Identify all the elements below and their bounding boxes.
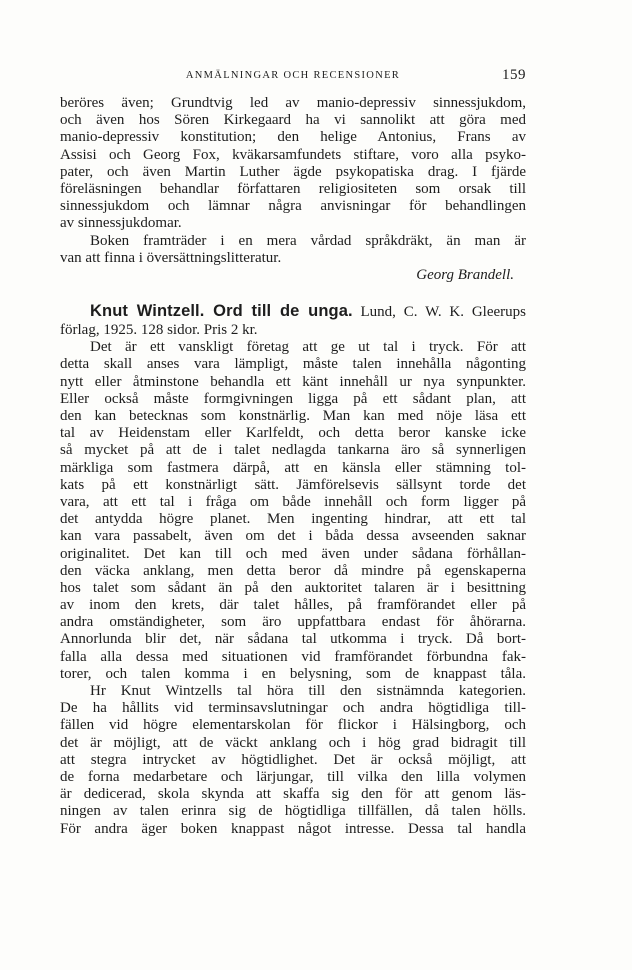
publication-details: förlag, 1925. 128 sidor. Pris 2 kr.: [60, 322, 258, 339]
text-line: sinnessjukdom och lämnar några anvisningar för behandlingen: [60, 198, 526, 215]
text-line: kan vara passabelt, även om det i båda dessa avseenden saknar: [60, 528, 526, 545]
text-line: och även hos Sören Kirkegaard ha vi sannolikt att göra med: [60, 112, 526, 129]
review-2-paragraph-1: [60, 339, 526, 683]
page-number: 159: [502, 67, 526, 83]
review-1-closing-paragraph: [60, 233, 526, 267]
text-line: originalitet. Det kan till och med även under sådana förhållan-: [60, 545, 526, 562]
text-line: vara, att ett tal i fråga om både innehåll och form ligger på: [60, 493, 526, 510]
text-line: Hr Knut Wintzells tal höra till den sistnämnda kategorien.: [90, 683, 526, 699]
running-title: ANMÄLNINGAR OCH RECENSIONER: [185, 70, 401, 81]
text-line: van att finna i översättningslitteratur.: [60, 249, 282, 266]
text-line: torer, och talen komma i en belysning, som de knappast tåla.: [60, 665, 526, 682]
text-line: nytt eller åtminstone behandla ett känt innehåll ur nya synpunkter.: [60, 373, 526, 390]
text-line: falla alla dessa med situationen vid framförandet förbundna fak-: [60, 648, 526, 665]
text-line: av inom den krets, där talet hålles, på framförandet eller på: [60, 597, 526, 614]
review-title: Knut Wintzell. Ord till de unga.: [90, 302, 353, 321]
text-line: tal av Heidenstam eller Karlfeldt, och detta beror kanske icke: [60, 425, 526, 442]
text-line: Annorlunda blir det, när sådana tal utkomma i tryck. Då bort-: [60, 631, 526, 648]
text-line: Eller också måste formgivningen ligga på ett sådant plan, att: [60, 390, 526, 407]
text-line: fällen vid högre elementarskolan för flickor i Hälsingborg, och: [60, 717, 526, 734]
review-2-paragraph-2: [60, 683, 526, 838]
text-line: föreläsningen behandlar författaren religiositeten som orsak till: [60, 180, 526, 197]
text-line: För andra äger boken knappast något intresse. Dessa tal handla: [60, 820, 526, 837]
running-head: [60, 67, 526, 88]
review-2-heading: [60, 300, 526, 339]
text-line: Assisi och Georg Fox, kväkarsamfundets stiftare, voro alla psyko-: [60, 146, 526, 163]
text-line: den kan betecknas som konstnärlig. Man kan med nöje läsa ett: [60, 408, 526, 424]
text-line: kats på ett konstnärligt sätt. Jämförelsevis sällsynt torde det: [60, 476, 526, 493]
review-heading-line: [60, 300, 526, 322]
publisher-info: Lund, C. W. K. Gleerups: [360, 304, 526, 321]
text-line: beröres även; Grundtvig led av manio-depressiv sinnessjukdom,: [60, 95, 526, 111]
text-line: pater, och även Martin Luther ägde psykopatiska drag. I fjärde: [60, 163, 526, 180]
page-body: [60, 95, 526, 838]
text-line: manio-depressiv konstitution; den helige Antonius, Frans av: [60, 129, 526, 146]
text-line: av sinnessjukdomar.: [60, 215, 182, 232]
text-line: detta skall anses vara lämpligt, måste talen innehålla någonting: [60, 356, 526, 373]
text-line: De ha hållits vid terminsavslutningar och andra högtidliga till-: [60, 700, 526, 717]
text-line: andra omständigheter, som äro uppfattbara endast för åhörarna.: [60, 614, 526, 631]
text-line: Boken framträder i en mera vårdad språkdräkt, än man är: [90, 232, 526, 249]
text-line: ningen av talen erinra sig de högtidliga tillfällen, då talen hölls.: [60, 803, 526, 820]
text-line: det är möjligt, att de väckt anklang och i hög grad bidragit till: [60, 734, 526, 751]
text-line: det antydda högre planet. Men ingenting hindrar, att ett tal: [60, 511, 526, 528]
text-line: hos talet som sådant än på den auktoritet talaren är i besittning: [60, 579, 526, 596]
review-1-paragraph: [60, 95, 526, 233]
text-line: den väcka anklang, men detta beror då mindre på egenskaperna: [60, 562, 526, 579]
text-line: märkliga som fastmera därpå, att en känsla eller stämning tol-: [60, 459, 526, 476]
reviewer-signature: Georg Brandell.: [416, 266, 514, 283]
section-gap: [60, 284, 526, 300]
text-line: är dedicerad, skola skynda att skaffa sig den för att genom läs-: [60, 786, 526, 803]
text-line: att stegra intrycket av högtidlighet. Det är också möjligt, att: [60, 751, 526, 768]
text-line: Det är ett vanskligt företag att ge ut tal i tryck. För att: [90, 339, 526, 356]
text-line: så mycket på att de i talet nedlagda tankarna äro så synnerligen: [60, 442, 526, 459]
text-line: de forna medarbetare och lärjungar, till vilka den lilla volymen: [60, 768, 526, 785]
